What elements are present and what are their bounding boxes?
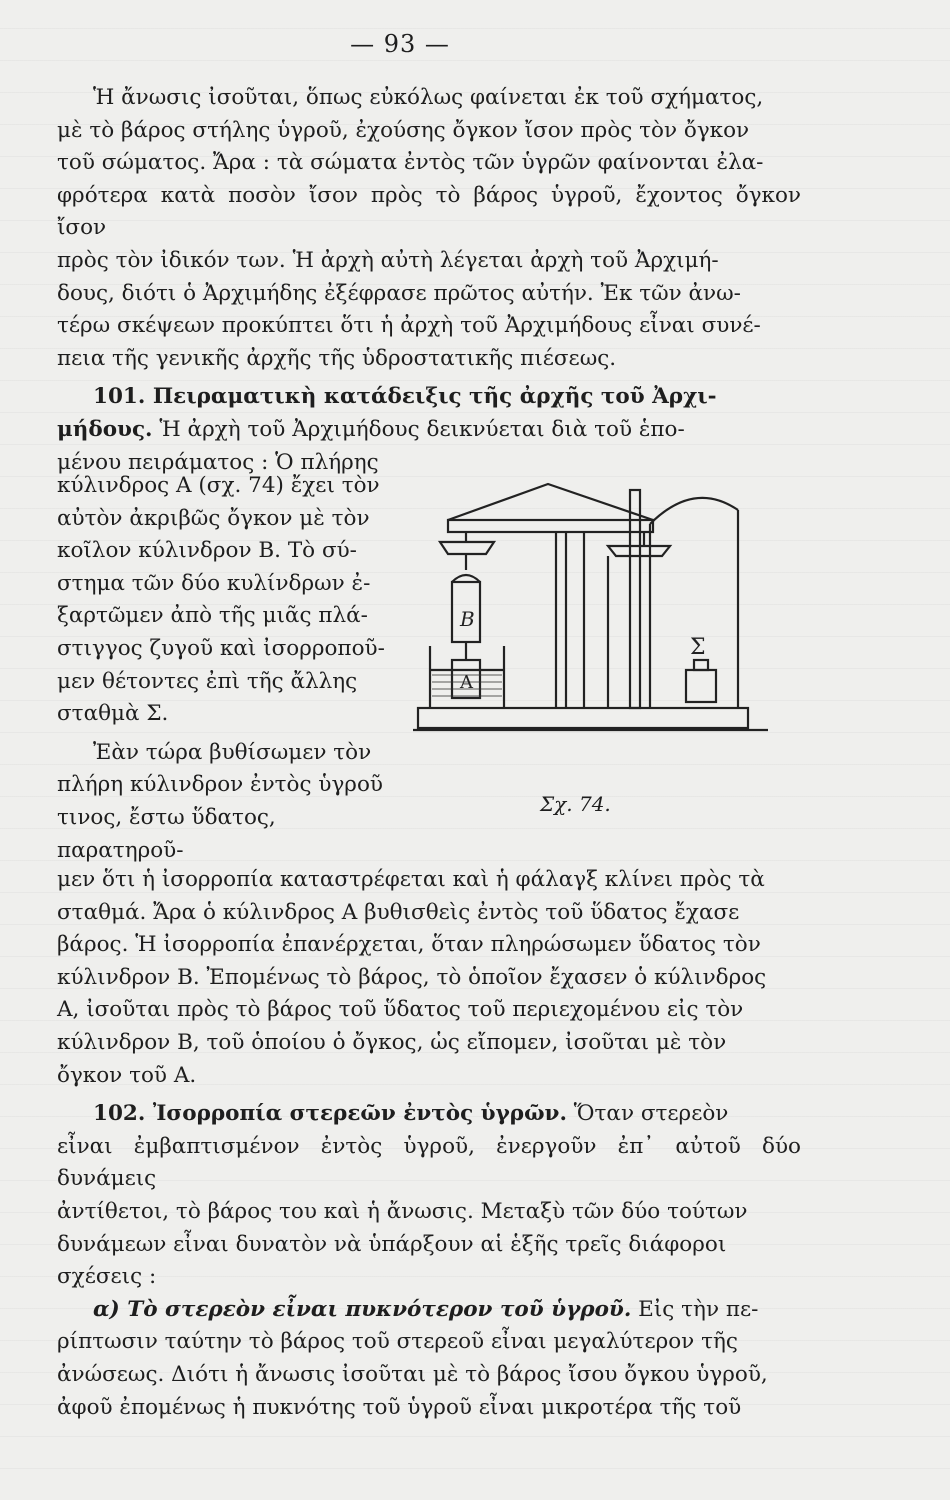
text-line: πεια τῆς γενικῆς ἀρχῆς τῆς ὑδροστατικῆς πιέσεως. [57,345,617,371]
balance-roof [448,484,653,520]
label-a: Α [460,672,473,693]
text-line: δους, διότι ὁ Ἀρχιμήδης ἐξέφρασε πρῶτος αὐτήν. Ἐκ τῶν ἀνω- [57,280,741,306]
text-line [57,414,801,447]
text-span: Ἡ ἀρχὴ τοῦ Ἀρχιμήδους δεικνύεται διὰ τοῦ ἑπο- [152,416,685,442]
left-pan [440,542,494,554]
text-line: εἶναι ἐμβαπτισμένον ἐντὸς ὑγροῦ, ἐνεργοῦν ἐπ᾽ αὐτοῦ δύο δυνάμεις [57,1133,801,1192]
text-line: πρὸς τὸν ἰδικόν των. Ἡ ἀρχὴ αὐτὴ λέγεται ἀρχὴ τοῦ Ἀρχιμή- [57,247,719,273]
section-title: 102. Ἰσορροπία στερεῶν ἐντὸς ὑγρῶν. [93,1101,567,1127]
text-line: μεν ὅτι ἡ ἰσορροπία καταστρέφεται καὶ ἡ φάλαγξ κλίνει πρὸς τὰ [57,867,765,892]
text-line: ξαρτῶμεν ἀπὸ τῆς μιᾶς πλά- [57,603,368,629]
text-span: Ὅταν στερεὸν [566,1101,729,1127]
figure-caption: Σχ. 74. [540,792,611,816]
label-b: Β [460,607,475,631]
text-line: ὄγκον τοῦ Α. [57,1062,197,1088]
section-102-heading [57,1098,801,1131]
text-line: σταθμά. Ἄρα ὁ κύλινδρος Α βυθισθεὶς ἐντὸς τοῦ ὕδατος ἔχασε [57,899,740,925]
section-title-cont: μήδους. [57,416,153,442]
text-line: φρότερα κατὰ ποσὸν ἴσον πρὸς τὸ βάρος ὑγροῦ, ἔχοντος ὄγκον ἴσον [57,182,801,241]
base-plate [418,708,748,728]
text-line: σχέσεις : [57,1264,157,1290]
page-number: — 93 — [350,30,450,58]
text-line: κύλινδρον Β, τοῦ ὁποίου ὁ ὄγκος, ὡς εἴπομεν, ἰσοῦται μὲ τὸν [57,1029,727,1055]
figure-74 [408,470,848,820]
text-line: τέρω σκέψεων προκύπτει ὅτι ἡ ἀρχὴ τοῦ Ἀρχιμήδους εἶναι συνέ- [57,313,761,339]
section-101-heading [57,381,801,414]
text-line: μένου πειράματος : Ὁ πλήρης [57,449,379,475]
wrapped-text-block [57,470,397,867]
text-line: στημα τῶν δύο κυλίνδρων ἐ- [57,570,371,596]
text-line: σταθμὰ Σ. [57,701,169,727]
text-line: ἀφοῦ ἐπομένως ἡ πυκνότης τοῦ ὑγροῦ εἶναι μικροτέρα τῆς τοῦ [57,1394,742,1420]
balance-beam [448,520,653,532]
text-line: Ἡ ἄνωσις ἰσοῦται, ὅπως εὐκόλως φαίνεται ἐκ τοῦ σχήματος, [93,85,764,110]
text-line: Ἐὰν τώρα βυθίσωμεν τὸν [93,739,372,765]
text-line: κύλινδρος Α (σχ. 74) ἔχει τὸν [57,473,380,498]
label-sigma: Σ [690,635,706,660]
subsection-a-heading [57,1294,801,1327]
text-line: δυνάμεων εἶναι δυνατὸν νὰ ὑπάρξουν αἱ ἑξῆς τρεῖς διάφοροι [57,1231,727,1257]
after-figure-paragraph [57,864,801,1424]
text-line: τινος, ἔστω ὕδατος, παρατηροῦ- [57,804,276,863]
text-line: κύλινδρον Β. Ἐπομένως τὸ βάρος, τὸ ὁποῖον ἔχασεν ὁ κύλινδρος [57,964,767,990]
text-line: μὲ τὸ βάρος στήλης ὑγροῦ, ἐχούσης ὄγκον ἴσον πρὸς τὸν ὄγκον [57,117,750,143]
intro-paragraph [57,82,801,479]
text-line: τοῦ σώματος. Ἄρα : τὰ σώματα ἐντὸς τῶν ὑγρῶν φαίνονται ἐλα- [57,150,764,176]
text-line: μεν θέτοντες ἐπὶ τῆς ἄλλης [57,668,358,694]
subsection-title: α) Τὸ στερεὸν εἶναι πυκνότερον τοῦ ὑγροῦ. [93,1296,632,1322]
text-line: κοῖλον κύλινδρον Β. Τὸ σύ- [57,538,357,564]
text-line: αὐτὸν ἀκριβῶς ὄγκον μὲ τὸν [57,505,370,531]
text-span: Εἰς τὴν πε- [631,1296,759,1322]
section-title: 101. Πειραματικὴ κατάδειξις τῆς ἀρχῆς τοῦ Ἀρχι- [93,384,717,410]
text-line: ρίπτωσιν ταύτην τὸ βάρος τοῦ στερεοῦ εἶναι μεγαλύτερον τῆς [57,1329,738,1355]
text-line: βάρος. Ἡ ἰσορροπία ἐπανέρχεται, ὅταν πληρώσωμεν ὕδατος τὸν [57,932,761,958]
weight-sigma [686,670,716,702]
text-line: ἀντίθετοι, τὸ βάρος του καὶ ἡ ἄνωσις. Μεταξὺ τῶν δύο τούτων [57,1198,748,1224]
text-line: πλήρη κύλινδρον ἐντὸς ὑγροῦ [57,772,383,798]
text-line: στιγγος ζυγοῦ καὶ ἰσορροποῦ- [57,635,385,661]
text-line: ἀνώσεως. Διότι ἡ ἄνωσις ἰσοῦται μὲ τὸ βάρος ἴσου ὄγκου ὑγροῦ, [57,1361,768,1387]
text-line: Α, ἰσοῦται πρὸς τὸ βάρος τοῦ ὕδατος τοῦ περιεχομένου εἰς τὸν [57,997,744,1023]
balance-illustration [408,470,848,800]
